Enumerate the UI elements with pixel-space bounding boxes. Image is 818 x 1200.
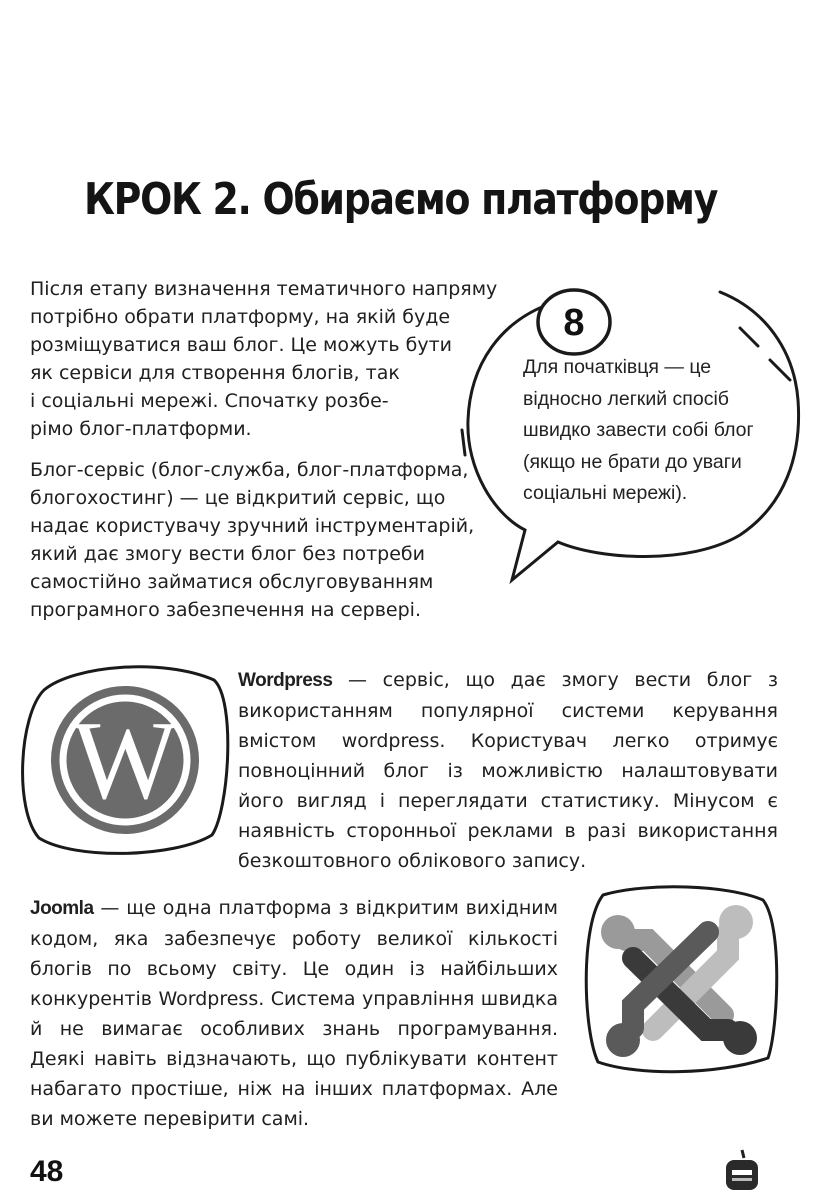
joomla-paragraph [30, 893, 558, 1134]
page-number: 48 [30, 1155, 64, 1188]
intro-line: Після етапу визначення тематичного напряму [30, 278, 498, 300]
joomla-description: — ще одна платформа з відкритим вихідним кодом, яка забезпечує роботу великої кількості блогів по всьому світу. Це один із найбільших конкурентів Wordpress. Система управління швидка й не вимагає особливих знань програмування. Деякі навіть відзначають, що публікувати контент набагато простіше, ніж на інших платформах. Але ви можете перевірити самі. [30, 897, 558, 1130]
definition-paragraph: Блог-сервіс (блог-служба, блог-платформа, блогохостинг) — це відкритий сервіс, що надає користувачу зручний інструментарій, який дає змогу вести блог без потреби самостійно займатися обслуговуванням програмного забезпечення на сервері. [30, 459, 475, 621]
wordpress-description: — сервіс, що дає змогу вести блог з використанням популярної системи керування вмістом wordpress. Користувач легко отримує повноцінний блог із можливістю налаштовувати його вигляд і переглядати статистику. Мінусом є наявність сторонньої реклами в разі використання безкоштовного облікового запису. [238, 669, 778, 872]
wordpress-paragraph [238, 665, 778, 876]
tip-text: Для початківця — це відносно легкий спосіб швидко завести собі блог (якщо не брати до уваги соціальні мережі). [523, 356, 754, 504]
wordpress-logo-icon [14, 660, 236, 856]
intro-line: рімо блог-платформи. [30, 418, 252, 440]
joomla-logo-icon [578, 880, 784, 1076]
publisher-logo-icon [722, 1148, 762, 1194]
tip-number-badge: 8 [563, 301, 585, 344]
svg-text:W: W [72, 699, 178, 823]
wordpress-name: Wordpress [238, 670, 333, 691]
intro-line: потрібно обрати платформу, на якій буде [30, 306, 451, 328]
page-title: КРОК 2. Обираємо платформу [84, 174, 718, 225]
intro-line: розміщуватися ваш блог. Це можуть бути [30, 334, 453, 356]
intro-line: і соціальні мережі. Спочатку розбе- [30, 390, 389, 412]
joomla-name: Joomla [30, 898, 94, 919]
intro-line: як сервіси для створення блогів, так [30, 362, 400, 384]
